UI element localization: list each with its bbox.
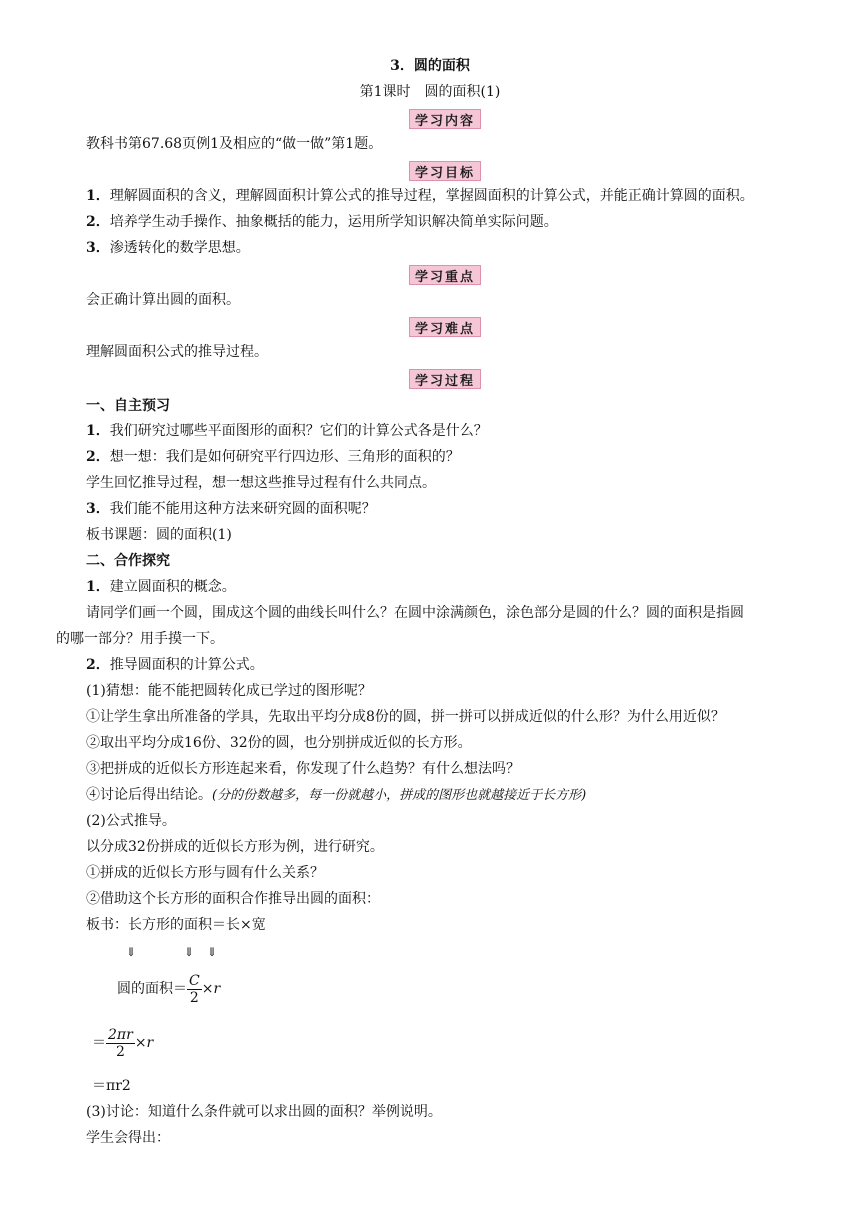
page-subtitle: 第1课时 圆的面积(1) (359, 84, 501, 100)
inquiry-paragraph-line-2: 的哪一部分？用手摸一下。 (56, 631, 224, 647)
page-title: 3．圆的面积 (390, 58, 470, 74)
banner-difficulty: 学习难点 (409, 317, 481, 337)
students-conclude-text: 学生会得出： (86, 1130, 170, 1146)
banner-learning-content: 学习内容 (409, 109, 481, 129)
banner-learning-process: 学习过程 (409, 369, 481, 389)
derivation-heading: (2)公式推导。 (86, 813, 176, 829)
preview-question-3: 3．我们能不能用这种方法来研究圆的面积呢？ (86, 501, 376, 517)
banner-key-point: 学习重点 (409, 265, 481, 285)
banner-learning-goals: 学习目标 (409, 161, 481, 181)
inquiry-step-1: 1．建立圆面积的概念。 (86, 579, 236, 595)
goal-1: 1．理解圆面积的含义，理解圆面积计算公式的推导过程，掌握圆面积的计算公式，并能正确计算圆的面积。 (86, 188, 754, 204)
section-cooperative-inquiry-heading: 二、合作探究 (86, 553, 170, 569)
board-formula: 板书：长方形的面积＝长×宽 (86, 917, 266, 933)
goal-3: 3．渗透转化的数学思想。 (86, 240, 250, 256)
preview-recall-text: 学生回忆推导过程，想一想这些推导过程有什么共同点。 (86, 475, 436, 491)
circle-area-formula: 圆的面积＝ $\frac{C}{2}$ ×r (117, 972, 221, 1006)
fraction-c-over-2: $\frac{C}{2}$ (189, 972, 200, 1006)
difficulty-text: 理解圆面积公式的推导过程。 (86, 344, 268, 360)
content-text: 教科书第67.68页例1及相应的“做一做”第1题。 (86, 136, 383, 152)
guess-item-2: ②取出平均分成16份、32份的圆，也分别拼成近似的长方形。 (86, 735, 472, 751)
discussion-question: (3)讨论：知道什么条件就可以求出圆的面积？举例说明。 (86, 1104, 442, 1120)
formula-step-3: ＝πr2 (92, 1078, 131, 1094)
arrow-down-icon: ⇓ (207, 945, 218, 959)
preview-question-2: 2．想一想：我们是如何研究平行四边形、三角形的面积的？ (86, 449, 460, 465)
section-self-preview-heading: 一、自主预习 (86, 398, 170, 414)
conclusion-note: (分的份数越多，每一份就越小，拼成的图形也就越接近于长方形) (212, 788, 587, 803)
fraction-2pir-over-2: $\frac{2\pi r}{2}$ (108, 1026, 133, 1060)
preview-question-1: 1．我们研究过哪些平面图形的面积？它们的计算公式各是什么？ (86, 423, 488, 439)
derivation-question-1: ①拼成的近似长方形与圆有什么关系？ (86, 865, 324, 881)
guess-item-4: ④讨论后得出结论。(分的份数越多，每一份就越小，拼成的图形也就越接近于长方形) (86, 787, 587, 803)
guess-item-3: ③把拼成的近似长方形连起来看，你发现了什么趋势？有什么想法吗？ (86, 761, 520, 777)
board-topic: 板书课题：圆的面积(1) (86, 527, 232, 543)
derivation-question-2: ②借助这个长方形的面积合作推导出圆的面积： (86, 891, 380, 907)
inquiry-paragraph-line-1: 请同学们画一个圆，围成这个圆的曲线长叫什么？在圆中涂满颜色，涂色部分是圆的什么？圆的面积是指圆 (86, 605, 744, 621)
guess-heading: (1)猜想：能不能把圆转化成已学过的图形呢？ (86, 683, 372, 699)
formula-step-2: ＝ $\frac{2\pi r}{2}$ ×r (92, 1026, 154, 1060)
goal-2: 2．培养学生动手操作、抽象概括的能力，运用所学知识解决简单实际问题。 (86, 214, 558, 230)
inquiry-step-2: 2．推导圆面积的计算公式。 (86, 657, 264, 673)
key-point-text: 会正确计算出圆的面积。 (86, 292, 240, 308)
guess-item-1: ①让学生拿出所准备的学具，先取出平均分成8份的圆，拼一拼可以拼成近似的什么形？为什么用近似？ (86, 709, 725, 725)
arrow-down-icon: ⇓ (184, 945, 195, 959)
arrow-down-icon: ⇓ (126, 945, 137, 959)
derivation-intro: 以分成32份拼成的近似长方形为例，进行研究。 (86, 839, 384, 855)
